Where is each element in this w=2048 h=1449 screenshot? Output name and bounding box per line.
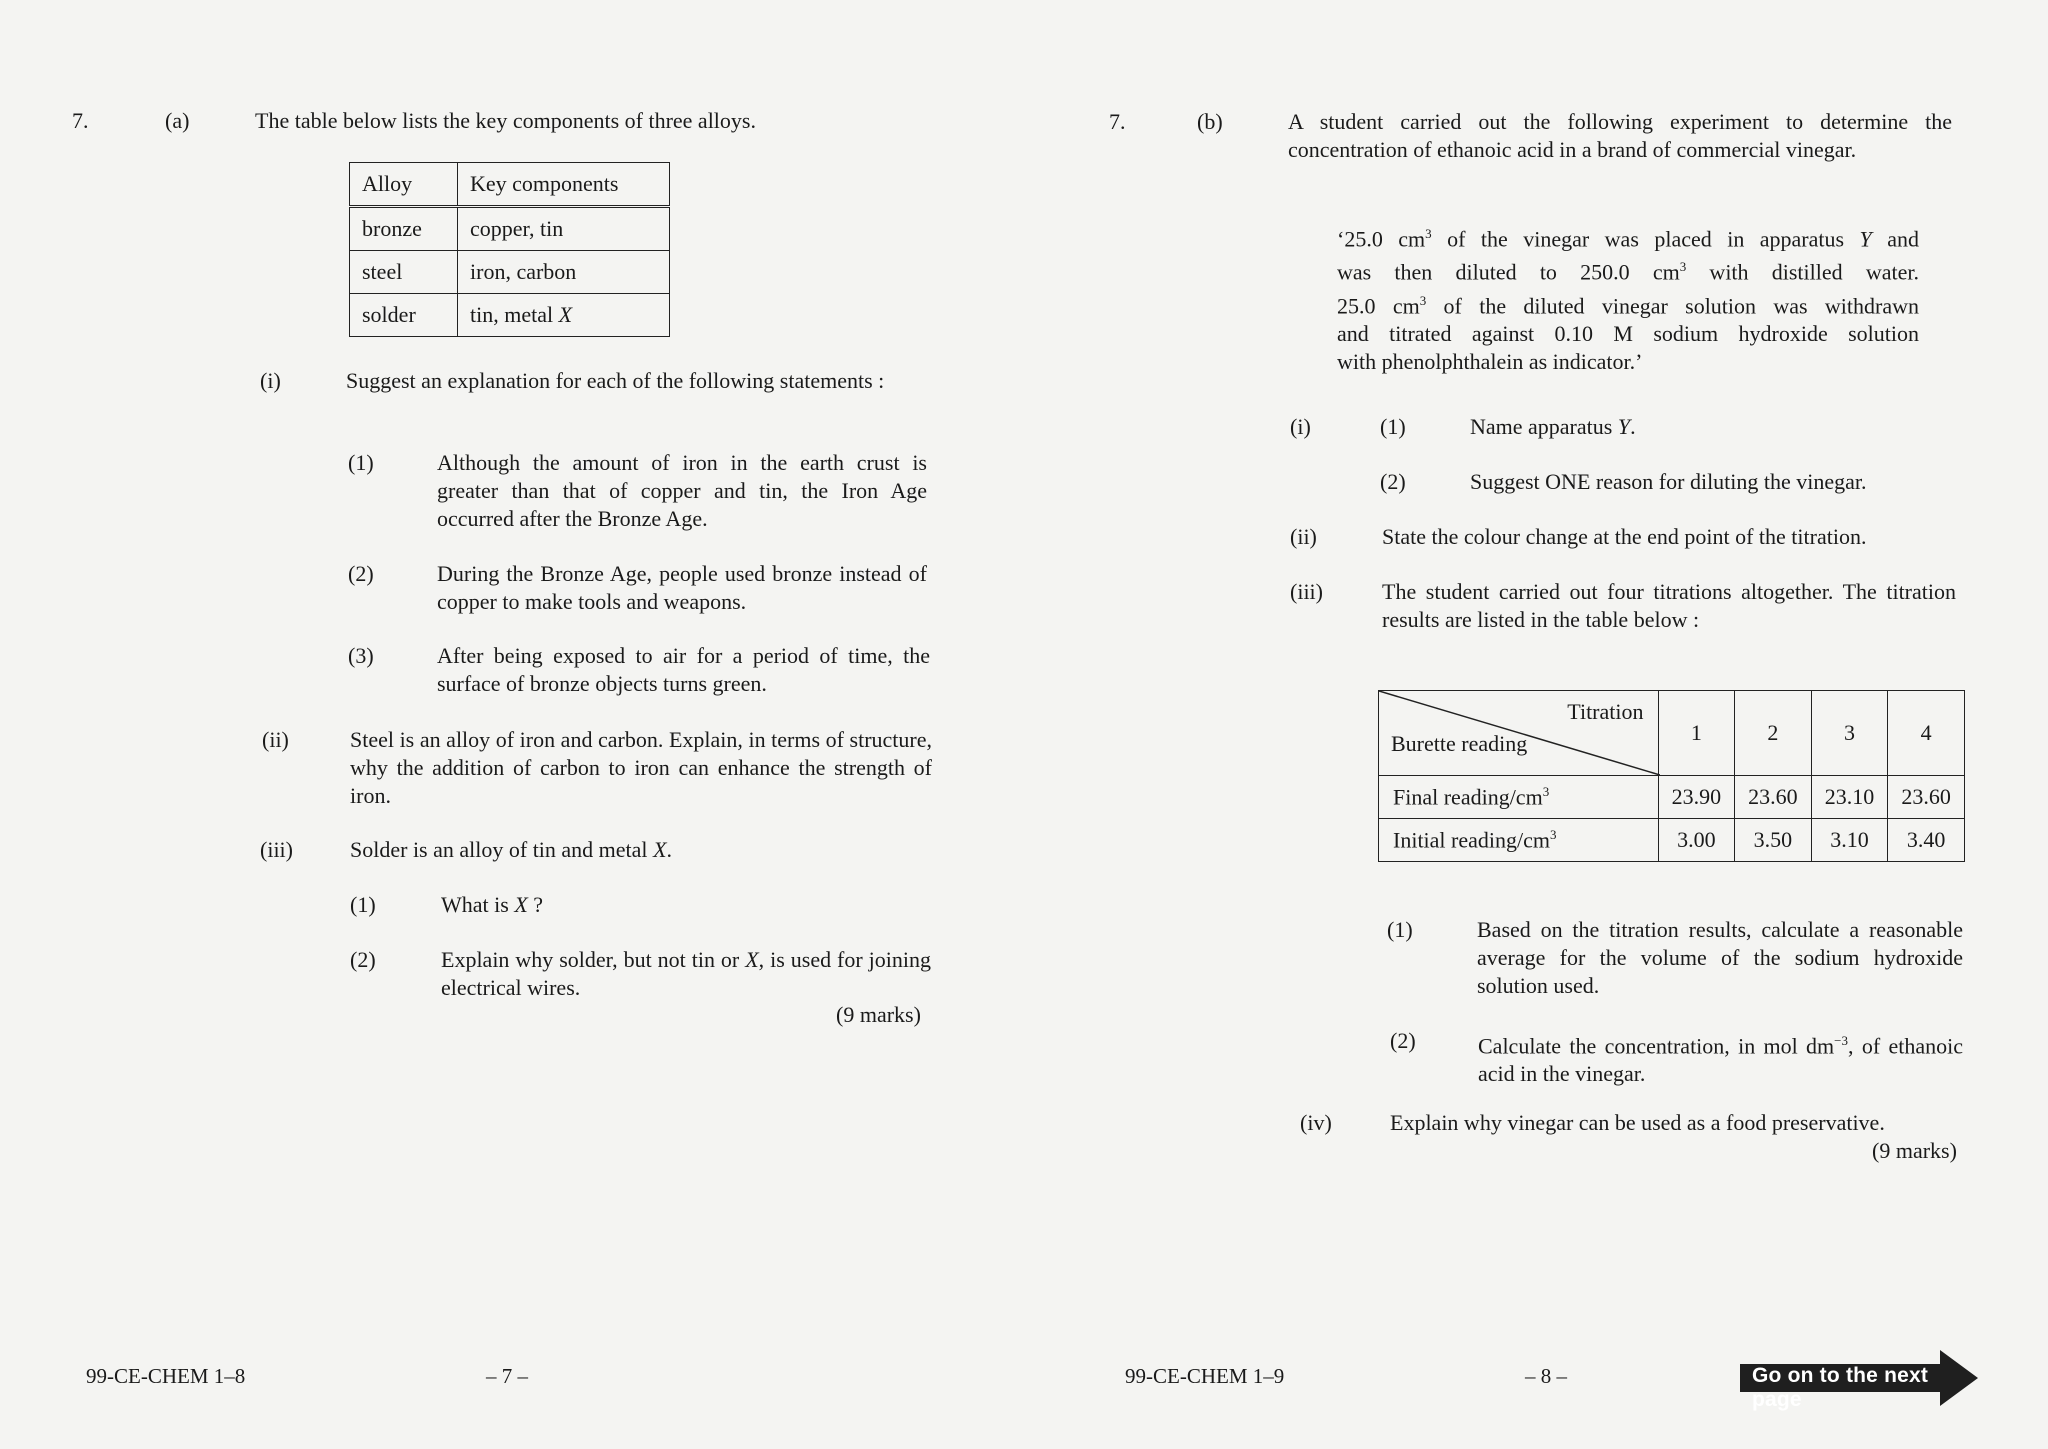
metal-x-var: X [558,302,573,327]
corner-cell [1379,691,1659,776]
quote-line [1337,220,1919,253]
item-iii-label: (iii) [1290,579,1323,604]
components-cell: iron, carbon [458,251,670,294]
table-row [350,207,670,251]
sub-text: Although the amount of iron in the earth crust is greater than that of copper and tin, the Iron Age occurred after the Bronze Age. [437,450,927,531]
quote-text: of the vinegar was placed in apparatus [1431,226,1845,252]
sub-text: Suggest ONE reason for diluting the vinegar. [1470,469,1867,494]
page-number: – 7 – [486,1364,528,1388]
item-iii-label: (iii) [260,837,293,862]
superscript: 3 [1550,826,1557,842]
quote-line: and titrated against 0.10 M sodium hydroxide solution [1337,320,1919,346]
row-label [1379,776,1659,819]
sub-text: After being exposed to air for a period of time, the surface of bronze objects turns green. [437,643,930,696]
alloy-cell: steel [350,251,458,294]
sub-text: During the Bronze Age, people used bronze instead of copper to make tools and weapons. [437,561,927,614]
superscript: 3 [1542,783,1550,799]
value-cell: 3.00 [1658,819,1735,862]
quote-line [1337,253,1919,286]
what-is-text: What is [441,892,509,917]
row-label-text: Initial reading/cm [1393,827,1550,853]
superscript: 3 [1425,226,1432,241]
value-cell: 3.10 [1811,819,1888,862]
corner-bottom-label: Burette reading [1391,731,1528,756]
footer-code: 99-CE-CHEM 1–8 [86,1364,246,1388]
sub-label: (2) [348,561,374,586]
sub-label: (3) [348,643,374,668]
table-header-row [350,163,670,207]
table-row [350,251,670,294]
question-number: 7. [72,108,89,133]
part-label: (b) [1197,109,1223,134]
value-cell: 23.60 [1888,776,1965,819]
components-cell: copper, tin [458,207,670,251]
quote-text: of the diluted vinegar solution was withdrawn [1426,292,1919,318]
table-row [350,294,670,337]
next-page-label: Go on to the next page [1752,1364,1929,1411]
sub-text: Name apparatus Y. [1470,414,1636,439]
item-iii-text: The student carried out four titrations altogether. The titration results are listed in the table below : [1382,579,1956,632]
superscript: −3 [1834,1033,1849,1048]
item-ii-text: Steel is an alloy of iron and carbon. Explain, in terms of structure, why the addition of carbon to iron can enhance the strength of iron. [350,727,932,808]
apparatus-y-var: Y [1859,226,1872,252]
question-number: 7. [1109,109,1126,134]
sub-text [1478,1027,1963,1088]
column-header: 2 [1735,691,1812,776]
value-cell: 23.60 [1735,776,1812,819]
quote-text: and [1887,226,1920,252]
sub-label: (1) [1380,414,1406,439]
sub-label: (1) [350,892,376,917]
quote-text: was then diluted to 250.0 cm [1337,259,1680,285]
components-cell [458,294,670,337]
header-key-components: Key components [458,163,670,207]
calc-a: Calculate the concentration, in mol dm [1478,1033,1835,1059]
table-row [1379,819,1965,862]
table-row [1379,776,1965,819]
part-a-intro: The table below lists the key components of three alloys. [255,108,756,133]
metal-x-var: X [745,947,759,972]
header-alloy: Alloy [350,163,458,207]
sub-text [441,892,543,918]
item-iv-text: Explain why vinegar can be used as a food preservative. [1390,1110,1885,1135]
quote-text: with distilled water. [1686,259,1919,285]
value-cell: 23.90 [1658,776,1735,819]
value-cell: 23.10 [1811,776,1888,819]
calc-b: , of ethanoic acid in the vinegar. [1478,1033,1963,1087]
value-cell: 3.50 [1735,819,1812,862]
procedure-quote [1337,220,1919,376]
item-iii-text: Solder is an alloy of tin and metal X. [350,837,673,862]
column-header: 1 [1658,691,1735,776]
quote-text: 25.0 cm [1337,292,1420,318]
alloy-table [349,162,670,337]
metal-x-var: X [514,892,528,917]
quote-line [1337,287,1919,320]
quote-text: ‘25.0 cm [1337,226,1426,252]
superscript: 3 [1419,292,1427,308]
part-label: (a) [165,108,190,133]
superscript: 3 [1679,259,1687,275]
row-label-text: Final reading/cm [1393,784,1543,810]
footer-code: 99-CE-CHEM 1–9 [1125,1364,1285,1388]
item-i-text: Suggest an explanation for each of the following statements : [346,368,885,393]
page-number: – 8 – [1525,1364,1567,1388]
titration-table [1378,690,1965,862]
item-iv-label: (iv) [1300,1110,1332,1135]
part-b-intro: A student carried out the following experiment to determine the concentration of ethanoic acid in a brand of commercial vinegar. [1288,109,1952,162]
explain-b: , is used for joining electrical wires. [441,947,932,1000]
item-ii-label: (ii) [262,727,289,752]
item-i-label: (i) [260,368,281,393]
corner-top-label: Titration [1567,699,1644,724]
alloy-cell: bronze [350,207,458,251]
table-header-row [1379,691,1965,776]
sub-label: (1) [1387,917,1413,942]
explain-a: Explain why solder, but not tin or [441,947,740,972]
column-header: 4 [1888,691,1965,776]
item-ii-text: State the colour change at the end point of the titration. [1382,524,1867,549]
question-mark: ? [527,892,544,917]
sub-label: (1) [348,450,374,475]
apparatus-y-var: Y [1617,414,1631,439]
sub-text [441,946,931,1002]
value-cell: 3.40 [1888,819,1965,862]
item-ii-label: (ii) [1290,524,1317,549]
quote-line: with phenolphthalein as indicator.’ [1337,348,1643,374]
name-apparatus: Name apparatus [1470,414,1613,439]
item-i-label: (i) [1290,414,1311,439]
sub-label: (2) [350,947,376,972]
column-header: 3 [1811,691,1888,776]
sub-label: (2) [1380,469,1406,494]
marks: (9 marks) [836,1002,921,1027]
components-text: tin, metal [470,302,554,327]
alloy-cell: solder [350,294,458,337]
sub-text: Based on the titration results, calculate a reasonable average for the volume of the sodium hydroxide solution used. [1477,917,1963,998]
metal-x-var: X [653,837,667,862]
item-iii-main: Solder is an alloy of tin and metal [350,837,648,862]
sub-label: (2) [1390,1028,1416,1053]
row-label [1379,819,1659,862]
marks: (9 marks) [1872,1138,1957,1163]
next-page-button[interactable] [1740,1350,1980,1411]
